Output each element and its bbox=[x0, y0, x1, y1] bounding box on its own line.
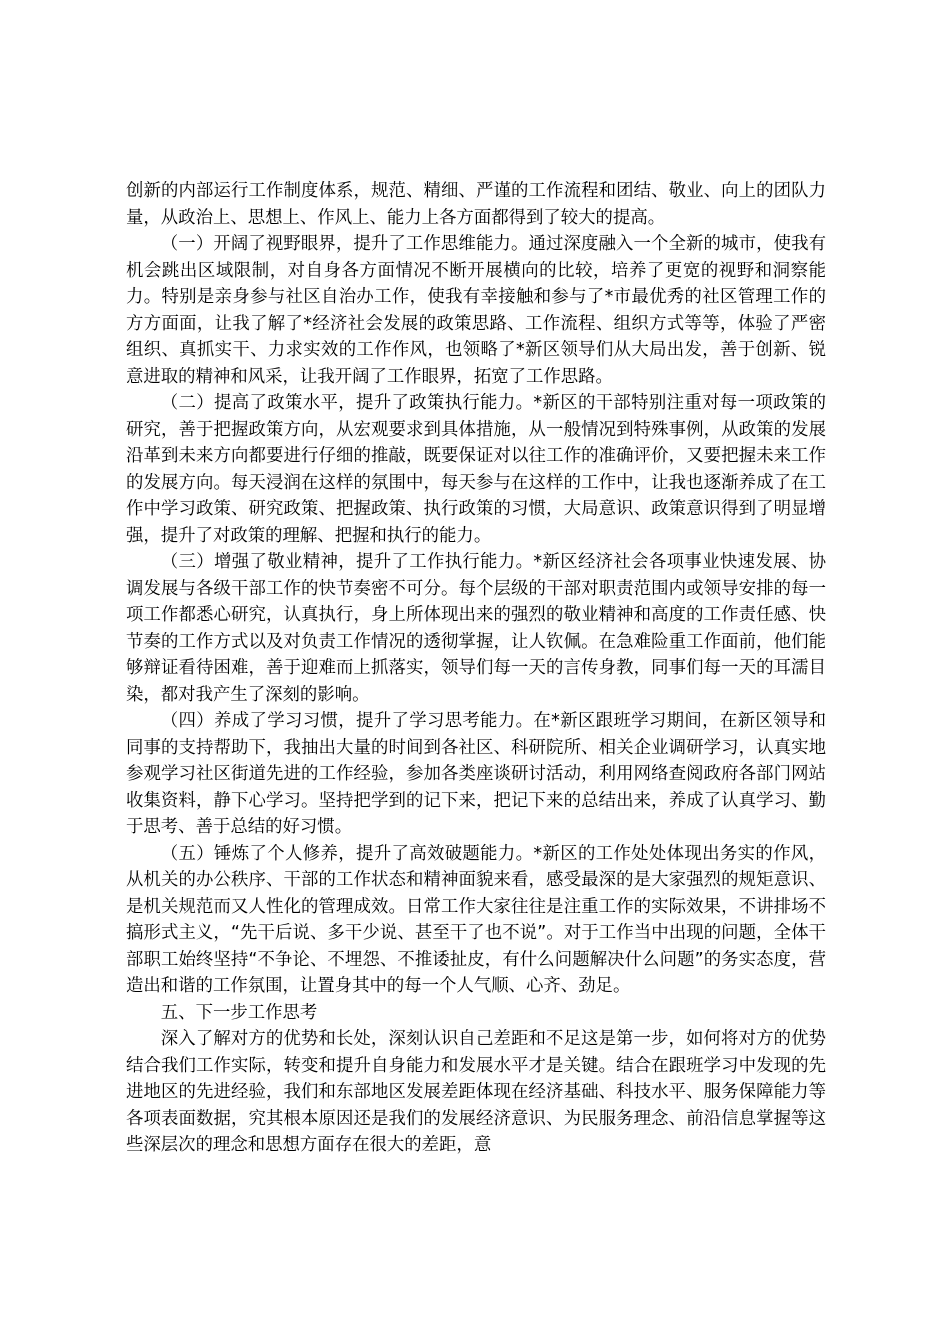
document-page bbox=[126, 178, 826, 1159]
section-heading-next-steps: 五、下一步工作思考 bbox=[160, 1002, 318, 1023]
paragraph-next-steps: 深入了解对方的优势和长处，深刻认识自己差距和不足这是第一步，如何将对方的优势结合我们工作实际，转变和提升自身能力和发展水平才是关键。结合在跟班学习中发现的先进地区的先进经验，我们和东部地区发展差距体现在经济基础、科技水平、服务保障能力等各项表面数据，究其根本原因还是我们的发展经济意识、为民服务理念、前沿信息掌握等这些深层次的理念和思想方面存在很大的差距，意 bbox=[126, 1029, 826, 1155]
paragraph-section-3: （三）增强了敬业精神，提升了工作执行能力。*新区经济社会各项事业快速发展、协调发展与各级干部工作的快节奏密不可分。每个层级的干部对职责范围内或领导安排的每一项工作都悉心研究，认真执行，身上所体现出来的强烈的敬业精神和高度的工作责任感、快节奏的工作方式以及对负责工作情况的透彻掌握，让人钦佩。在急难险重工作面前，他们能够辩证看待困难，善于迎难而上抓落实，领导们每一天的言传身教，同事们每一天的耳濡目染，都对我产生了深刻的影响。 bbox=[126, 552, 826, 705]
paragraph-section-4: （四）养成了学习习惯，提升了学习思考能力。在*新区跟班学习期间，在新区领导和同事的支持帮助下，我抽出大量的时间到各社区、科研院所、相关企业调研学习，认真实地参观学习社区街道先进的工作经验，参加各类座谈研讨活动，利用网络查阅政府各部门网站收集资料，静下心学习。坚持把学到的记下来，把记下来的总结出来，养成了认真学习、勤于思考、善于总结的好习惯。 bbox=[126, 711, 826, 837]
paragraph-section-5: （五）锤炼了个人修养，提升了高效破题能力。*新区的工作处处体现出务实的作风，从机关的办公秩序、干部的工作状态和精神面貌来看，感受最深的是大家强烈的规矩意识、是机关规范而又人性化的管理成效。日常工作大家往往是注重工作的实际效果，不讲排场不搞形式主义，“先干后说、多干少说、甚至干了也不说”。对于工作当中出现的问题，全体干部职工始终坚持“不争论、不埋怨、不推诿扯皮，有什么问题解决什么问题”的务实态度，营造出和谐的工作氛围，让置身其中的每一个人气顺、心齐、劲足。 bbox=[126, 843, 826, 996]
paragraph-section-1: （一）开阔了视野眼界，提升了工作思维能力。通过深度融入一个全新的城市，使我有机会跳出区域限制，对自身各方面情况不断开展横向的比较，培养了更宽的视野和洞察能力。特别是亲身参与社区自治办工作，使我有幸接触和参与了*市最优秀的社区管理工作的方方面面，让我了解了*经济社会发展的政策思路、工作流程、组织方式等等，体验了严密组织、真抓实干、力求实效的工作作风，也领略了*新区领导们从大局出发，善于创新、锐意进取的精神和风采，让我开阔了工作眼界，拓宽了工作思路。 bbox=[126, 234, 826, 387]
paragraph-section-2: （二）提高了政策水平，提升了政策执行能力。*新区的干部特别注重对每一项政策的研究，善于把握政策方向，从宏观要求到具体措施，从一般情况到特殊事例，从政策的发展沿革到未来方向都要进行仔细的推敲，既要保证对以往工作的准确评价，又要把握未来工作的发展方向。每天浸润在这样的氛围中，每天参与在这样的工作中，让我也逐渐养成了在工作中学习政策、研究政策、把握政策、执行政策的习惯，大局意识、政策意识得到了明显增强，提升了对政策的理解、把握和执行的能力。 bbox=[126, 393, 826, 546]
paragraph-continuation: 创新的内部运行工作制度体系，规范、精细、严谨的工作流程和团结、敬业、向上的团队力量，从政治上、思想上、作风上、能力上各方面都得到了较大的提高。 bbox=[126, 181, 826, 228]
